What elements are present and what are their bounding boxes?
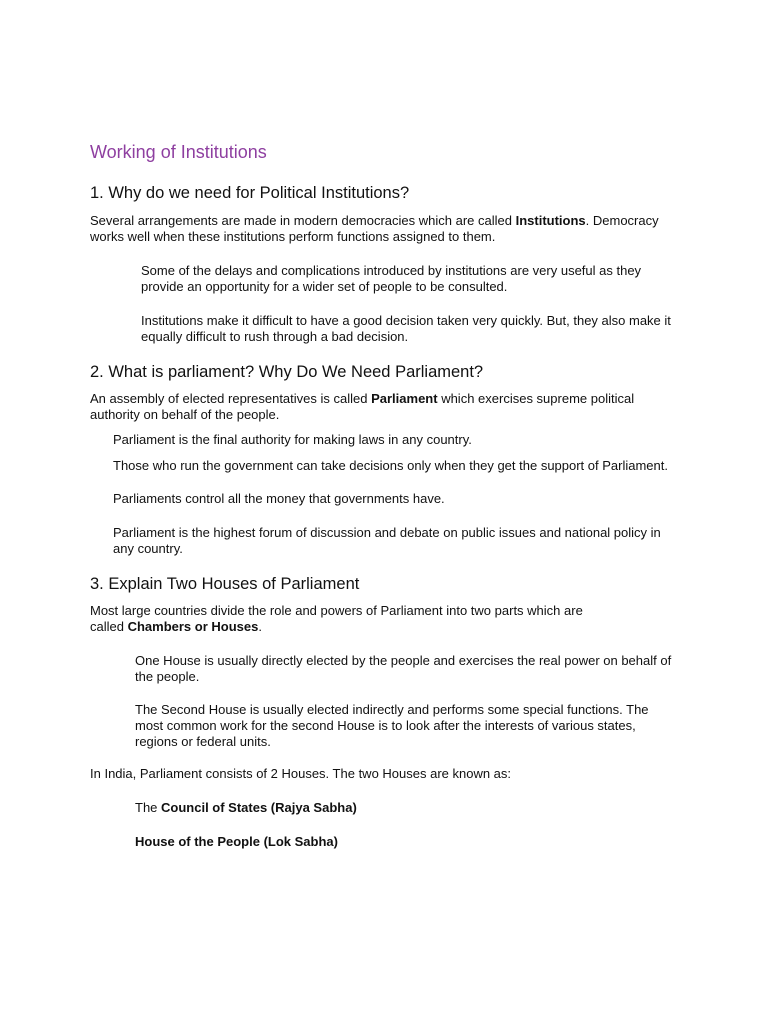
section-2-intro (90, 391, 680, 423)
section-2-point-2: Those who run the government can take decisions only when they get the support of Parliament. (113, 458, 668, 473)
section-3-point-2: The Second House is usually elected indirectly and performs some special functions. The most common work for the second House is to look after the interests of various states, regions or federal units. (135, 702, 649, 749)
section-1-intro-text: Several arrangements are made in modern democracies which are called (90, 213, 516, 228)
house-lok-sabha-name: House of the People (Lok Sabha) (135, 834, 338, 849)
section-1-intro (90, 213, 680, 245)
section-3-intro (90, 603, 600, 635)
document-title: Working of Institutions (90, 142, 267, 162)
section-2-intro-text: An assembly of elected representatives is called (90, 391, 372, 406)
section-1-point-1: Some of the delays and complications introduced by institutions are very useful as they provide an opportunity for a wider set of people to be consulted. (141, 263, 642, 294)
section-1-intro-rest: . Democracy works well when these institutions perform functions assigned to them. (90, 213, 659, 244)
section-2-point-4: Parliament is the highest forum of discussion and debate on public issues and national policy in any country. (113, 525, 661, 556)
section-2-point-1: Parliament is the final authority for making laws in any country. (113, 432, 472, 447)
house-rajya-sabha-prefix: The (135, 800, 162, 815)
section-3-intro-term: Chambers or Houses (127, 619, 259, 634)
section-3-intro-text: Most large countries divide the role and powers of Parliament into two parts which are called (90, 603, 583, 634)
section-2-point-3: Parliaments control all the money that governments have. (113, 491, 445, 506)
section-2-heading: 2. What is parliament? Why Do We Need Parliament? (90, 363, 484, 381)
house-rajya-sabha-name: Council of States (Rajya Sabha) (161, 800, 357, 815)
section-1-point-2: Institutions make it difficult to have a good decision taken very quickly. But, they also make it equally difficult to rush through a bad decision. (141, 313, 671, 344)
section-2-intro-rest: which exercises supreme political authority on behalf of the people. (90, 391, 635, 422)
section-1-intro-term: Institutions (515, 213, 586, 228)
section-3-intro-rest: . (258, 619, 262, 634)
house-rajya-sabha (135, 800, 635, 816)
section-1-heading: 1. Why do we need for Political Institutions? (90, 184, 410, 202)
section-3-heading: 3. Explain Two Houses of Parliament (90, 575, 360, 593)
house-lok-sabha (135, 834, 635, 850)
section-3-india-text: In India, Parliament consists of 2 Houses. The two Houses are known as: (90, 766, 512, 781)
section-2-intro-term: Parliament (371, 391, 438, 406)
section-3-point-1: One House is usually directly elected by the people and exercises the real power on behalf of the people. (135, 653, 672, 684)
